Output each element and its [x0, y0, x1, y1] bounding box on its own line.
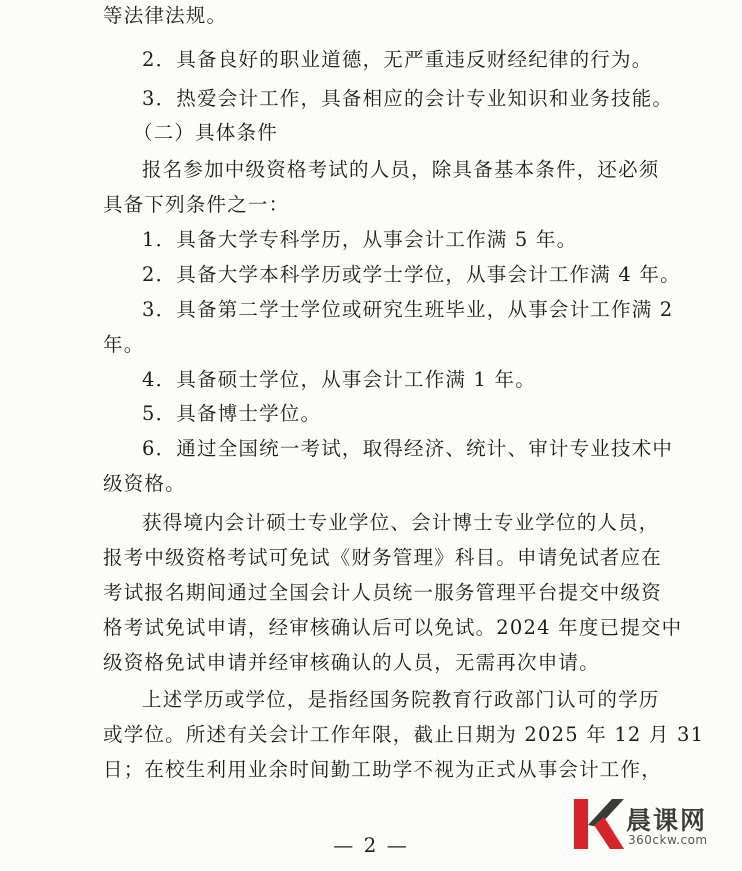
text-line: 具备下列条件之一： — [103, 193, 290, 216]
logo-name: 晨课网 — [626, 806, 708, 835]
text-line: 级资格免试申请并经审核确认的人员，无需再次申请。 — [103, 651, 600, 674]
text-line: 考试报名期间通过全国会计人员统一服务管理平台提交中级资 — [103, 581, 662, 604]
text-line: 级资格。 — [103, 472, 186, 495]
text-line: 5．具备博士学位。 — [142, 402, 322, 425]
logo-url: 360ckw.com — [628, 833, 708, 847]
text-line: 格考试免试申请，经审核确认后可以免试。2024 年度已提交中 — [103, 616, 683, 639]
text-line: 2．具备良好的职业道德，无严重违反财经纪律的行为。 — [142, 48, 653, 71]
page-number: — 2 — — [333, 833, 409, 857]
text-line: 上述学历或学位，是指经国务院教育行政部门认可的学历 — [142, 688, 660, 711]
text-line: 3．热爱会计工作，具备相应的会计专业知识和业务技能。 — [142, 87, 674, 110]
section-heading: （二）具体条件 — [133, 121, 278, 144]
text-line: 或学位。所述有关会计工作年限，截止日期为 2025 年 12 月 31 — [103, 723, 705, 746]
text-line: 等法律法规。 — [103, 4, 228, 27]
text-line: 报名参加中级资格考试的人员，除具备基本条件，还必须 — [142, 158, 660, 181]
text-line: 2．具备大学本科学历或学士学位，从事会计工作满 4 年。 — [142, 263, 681, 286]
text-line: 1．具备大学专科学历，从事会计工作满 5 年。 — [142, 228, 578, 251]
logo-k-icon — [568, 795, 624, 853]
text-line: 3．具备第二学士学位或研究生班毕业，从事会计工作满 2 — [142, 298, 674, 321]
text-line: 报考中级资格考试可免试《财务管理》科目。申请免试者应在 — [103, 546, 662, 569]
text-line: 4．具备硕士学位，从事会计工作满 1 年。 — [142, 368, 536, 391]
text-line: 日；在校生利用业余时间勤工助学不视为正式从事会计工作， — [103, 758, 662, 781]
text-line: 6．通过全国统一考试，取得经济、统计、审计专业技术中 — [142, 437, 674, 460]
watermark-logo — [568, 795, 728, 853]
text-line: 获得境内会计硕士专业学位、会计博士专业学位的人员， — [142, 511, 660, 534]
text-line: 年。 — [103, 333, 145, 356]
